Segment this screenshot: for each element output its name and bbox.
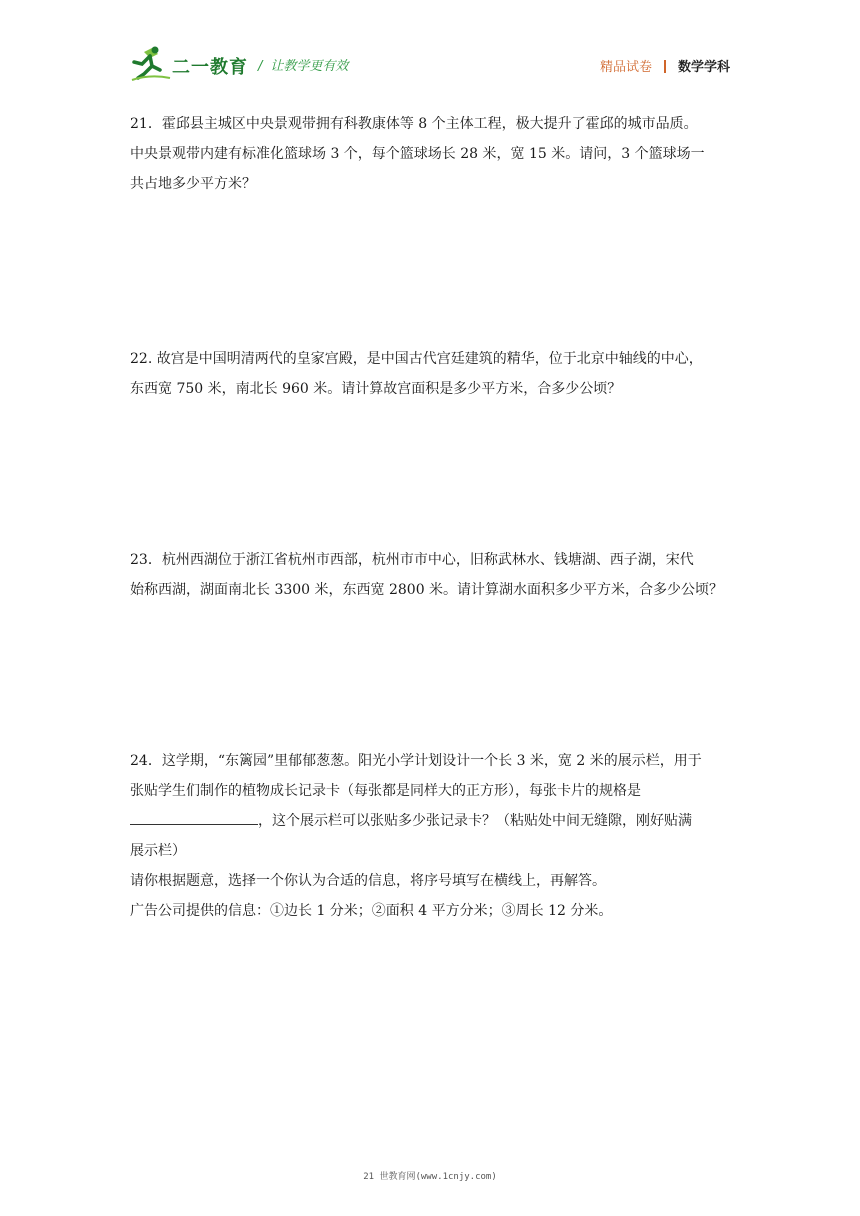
logo-text: 二一教育 bbox=[172, 57, 248, 78]
question-22 bbox=[130, 344, 732, 404]
question-line: 23．杭州西湖位于浙江省杭州市西部，杭州市市中心，旧称武林水、钱塘湖、西子湖，宋代 bbox=[130, 552, 694, 568]
question-line: 中央景观带内建有标准化篮球场 3 个，每个篮球场长 28 米，宽 15 米。请问，3 个篮球场一 bbox=[130, 146, 705, 162]
question-line: 22. 故宫是中国明清两代的皇家宫殿，是中国古代宫廷建筑的精华，位于北京中轴线的中心， bbox=[130, 351, 703, 367]
vertical-divider bbox=[664, 60, 666, 73]
question-options: 广告公司提供的信息：①边长 1 分米；②面积 4 平方分米；③周长 12 分米。 bbox=[130, 903, 613, 919]
question-instruction: 请你根据题意，选择一个你认为合适的信息，将序号填写在横线上，再解答。 bbox=[130, 873, 606, 889]
tag-label: 精品试卷 bbox=[599, 60, 652, 75]
answer-blank[interactable] bbox=[130, 806, 258, 825]
question-line: 张贴学生们制作的植物成长记录卡（每张都是同样大的正方形），每张卡片的规格是 bbox=[130, 783, 641, 799]
question-line-with-blank bbox=[130, 806, 732, 836]
question-line: 24．这学期，“东篱园”里郁郁葱葱。阳光小学计划设计一个长 3 米，宽 2 米的展示栏，用于 bbox=[130, 753, 702, 769]
question-23 bbox=[130, 545, 732, 605]
question-text: ，这个展示栏可以张贴多少张记录卡？（粘贴处中间无缝隙，刚好贴满 bbox=[258, 813, 692, 829]
question-21 bbox=[130, 109, 732, 199]
question-line: 展示栏） bbox=[130, 843, 186, 859]
slogan bbox=[258, 55, 348, 74]
question-line: 21．霍邱县主城区中央景观带拥有科教康体等 8 个主体工程，极大提升了霍邱的城市品质。 bbox=[130, 116, 698, 132]
slash-divider: / bbox=[258, 59, 263, 74]
subject-label: 数学学科 bbox=[677, 60, 730, 75]
running-man-logo-icon bbox=[130, 44, 174, 84]
question-24 bbox=[130, 746, 732, 926]
question-line: 共占地多少平方米？ bbox=[130, 176, 256, 192]
question-line: 始称西湖，湖面南北长 3300 米，东西宽 2800 米。请计算湖水面积多少平方米，合多少公顷？ bbox=[130, 582, 724, 598]
page-footer: 21 世教育网(www.1cnjy.com) bbox=[363, 1172, 497, 1182]
page-header bbox=[130, 44, 730, 84]
slogan-text: 让教学更有效 bbox=[270, 59, 349, 74]
header-right bbox=[600, 56, 730, 75]
question-line: 东西宽 750 米，南北长 960 米。请计算故宫面积是多少平方米，合多少公顷？ bbox=[130, 381, 622, 397]
